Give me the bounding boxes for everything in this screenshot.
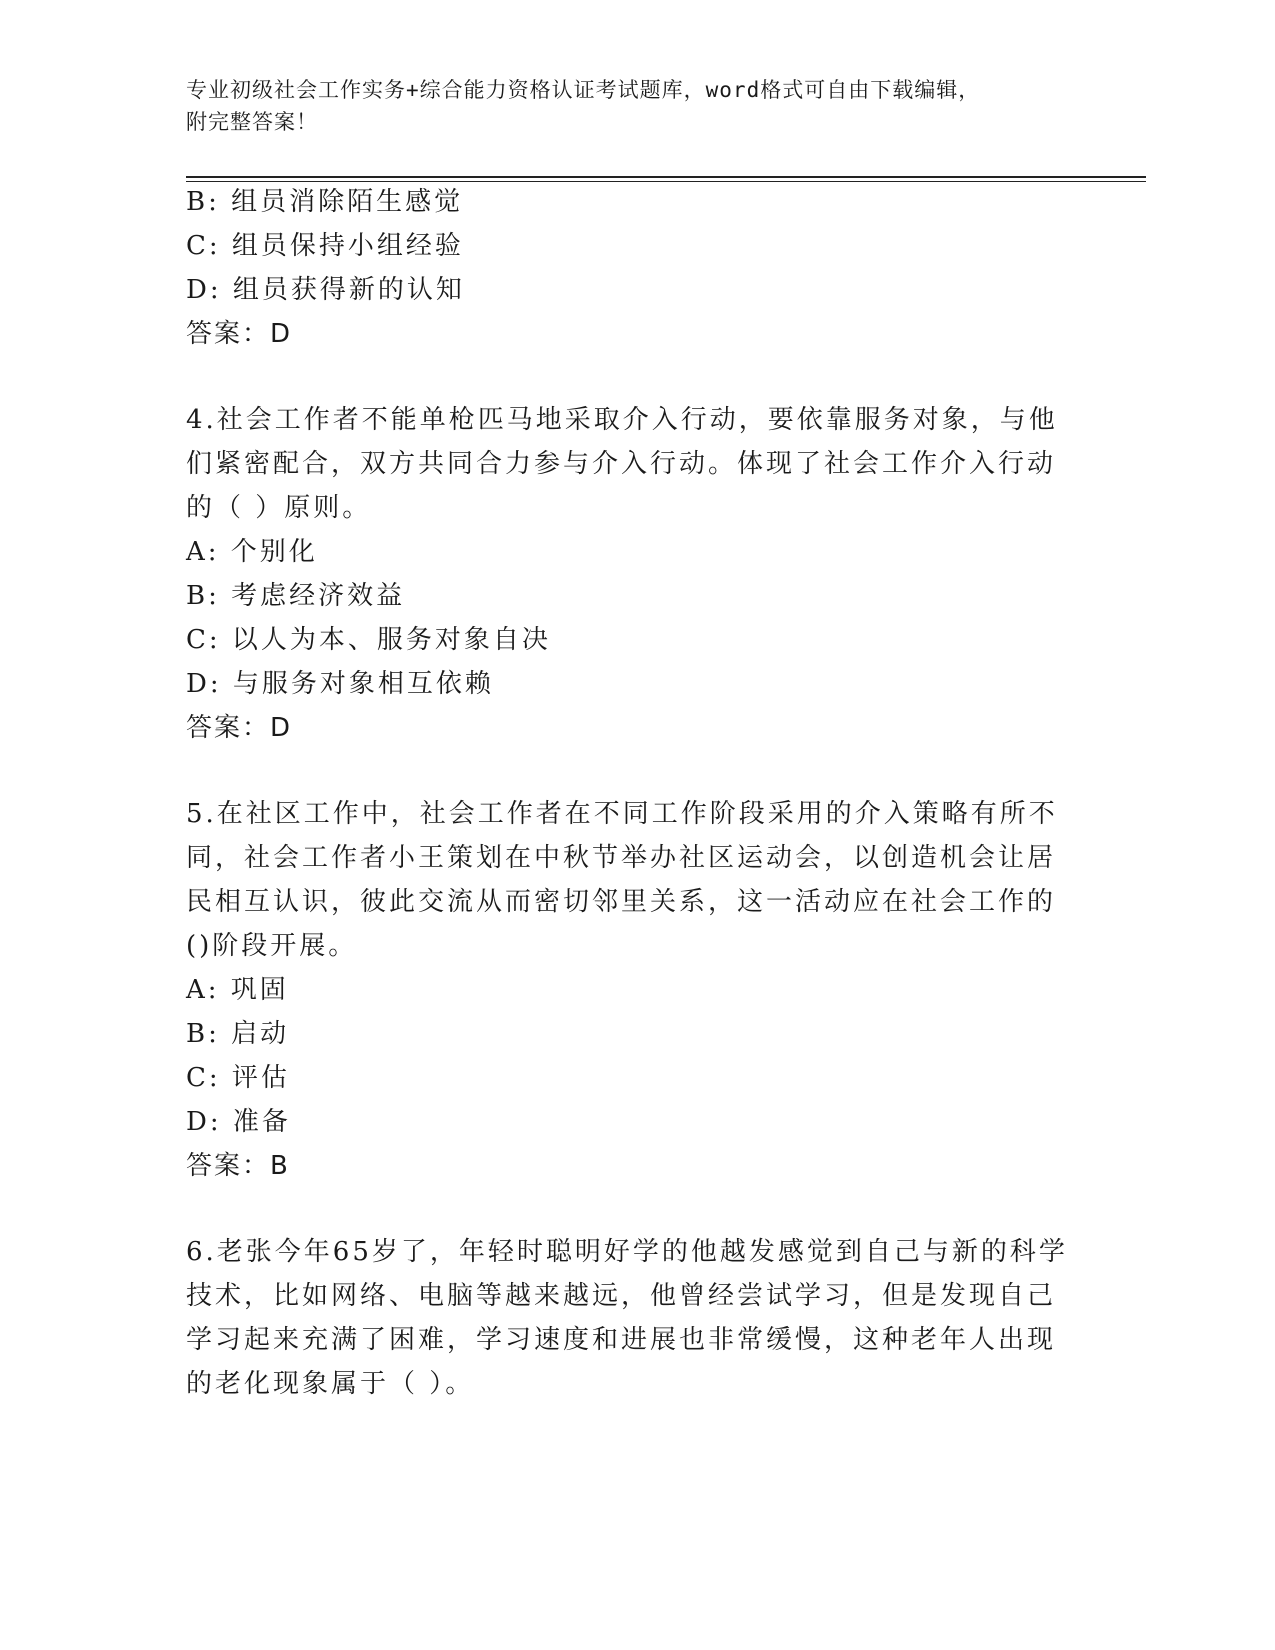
q5-option-b: B: 启动: [186, 1019, 290, 1049]
document-header: [186, 74, 1066, 138]
q3-option-b: B: 组员消除陌生感觉: [186, 187, 464, 217]
q5-stem-line-1: 5.在社区工作中，社会工作者在不同工作阶段采用的介入策略有所不: [186, 799, 1058, 829]
q5-stem-line-4: ()阶段开展。: [186, 931, 358, 961]
q5-option-c: C: 评估: [186, 1063, 290, 1093]
q5-stem-line-2: 同，社会工作者小王策划在中秋节举办社区运动会，以创造机会让居: [186, 843, 1057, 873]
q4-stem-line-3: 的（ ）原则。: [186, 493, 372, 523]
q4-stem-line-2: 们紧密配合，双方共同合力参与介入行动。体现了社会工作介入行动: [186, 449, 1057, 479]
q3-option-c: C: 组员保持小组经验: [186, 231, 464, 261]
header-line-1: 专业初级社会工作实务+综合能力资格认证考试题库，word格式可自由下载编辑，: [186, 78, 981, 102]
q6-stem-line-2: 技术，比如网络、电脑等越来越远，他曾经尝试学习，但是发现自己: [186, 1281, 1057, 1311]
header-divider-thick: [186, 176, 1146, 178]
header-line-2: 附完整答案！: [186, 110, 318, 134]
q5-answer: 答案：B: [186, 1151, 290, 1181]
q3-answer: 答案：D: [186, 319, 293, 349]
q4-stem-line-1: 4.社会工作者不能单枪匹马地采取介入行动，要依靠服务对象，与他: [186, 405, 1058, 435]
q4-option-d: D: 与服务对象相互依赖: [186, 669, 494, 699]
q3-option-d: D: 组员获得新的认知: [186, 275, 465, 305]
q4-option-a: A: 个别化: [186, 537, 318, 567]
q5-stem-line-3: 民相互认识，彼此交流从而密切邻里关系，这一活动应在社会工作的: [186, 887, 1057, 917]
q5-option-d: D: 准备: [186, 1107, 291, 1137]
q6-stem-line-3: 学习起来充满了困难，学习速度和进展也非常缓慢，这种老年人出现: [186, 1325, 1057, 1355]
q4-option-b: B: 考虑经济效益: [186, 581, 406, 611]
header-divider-thin: [186, 181, 1146, 182]
q6-stem-line-1: 6.老张今年65岁了，年轻时聪明好学的他越发感觉到自己与新的科学: [186, 1237, 1068, 1267]
q5-option-a: A: 巩固: [186, 975, 289, 1005]
q4-answer: 答案：D: [186, 713, 293, 743]
q6-stem-line-4: 的老化现象属于（ ）。: [186, 1369, 475, 1399]
q4-option-c: C: 以人为本、服务对象自决: [186, 625, 551, 655]
